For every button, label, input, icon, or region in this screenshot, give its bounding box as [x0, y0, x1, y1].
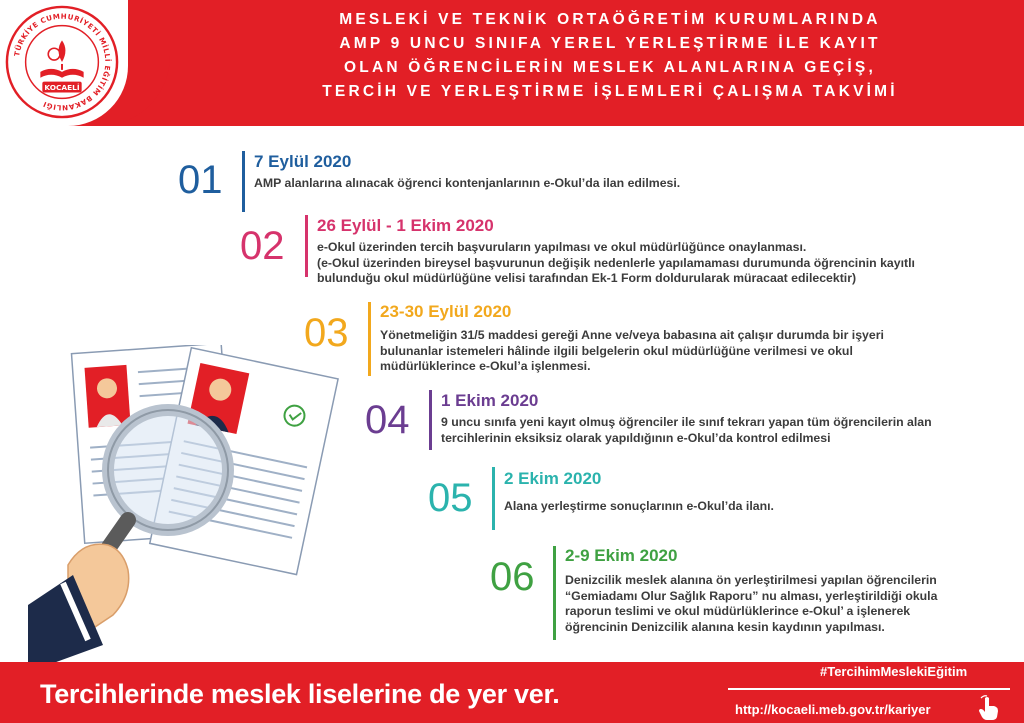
step-divider	[368, 302, 371, 376]
website-link[interactable]: http://kocaeli.meb.gov.tr/kariyer	[735, 702, 931, 717]
step-number: 01	[178, 158, 223, 202]
step-divider	[553, 546, 556, 640]
step-description	[565, 573, 993, 635]
title-line-3: OLAN ÖĞRENCİLERİN MESLEK ALANLARINA GEÇİŞ,	[344, 59, 876, 76]
step-number: 05	[428, 476, 473, 520]
desc-line: 9 uncu sınıfa yeni kayıt olmuş öğrenciler ile sınıf tekrarı yapan tüm öğrencilerin alan	[441, 415, 932, 429]
desc-line: raporun teslimi ve okul müdürlüklerince e-Okul’ a işlenerek	[565, 604, 911, 618]
step-date: 1 Ekim 2020	[441, 391, 539, 410]
step-date: 2 Ekim 2020	[504, 469, 602, 488]
step-number: 03	[304, 311, 349, 355]
desc-line: Denizcilik meslek alanına ön yerleştirilmesi yapılan öğrencilerin	[565, 573, 937, 587]
step-date: 7 Eylül 2020	[254, 152, 352, 171]
step-divider	[305, 215, 308, 277]
header	[0, 0, 1024, 126]
footer-slogan: Tercihlerinde meslek liselerine de yer ver.	[40, 679, 560, 709]
desc-line: öğrencinin Denizcilik alanına kesin kaydının yapılması.	[565, 619, 885, 634]
desc-line: Alana yerleştirme sonuçlarının e-Okul’da ilanı.	[504, 499, 774, 513]
desc-line: Yönetmeliğin 31/5 maddesi gereği Anne ve/veya babasına ait çalışır durumda bir işyeri	[380, 328, 884, 342]
step-date: 23-30 Eylül 2020	[380, 302, 512, 321]
page-title	[200, 8, 1020, 104]
desc-line: “Gemiadamı Olur Sağlık Raporu” nu alması, yerleştirildiği okula	[565, 588, 938, 603]
title-line-1: MESLEKİ VE TEKNİK ORTAÖĞRETİM KURUMLARINDA	[339, 11, 881, 28]
step-description	[254, 176, 814, 192]
magnifier-over-resumes-icon	[28, 345, 348, 665]
seal-ring-text: TÜRKİYE CUMHURİYETİ MİLLİ EĞİTİM BAKANLIĞI	[12, 11, 113, 113]
desc-line: tercihlerinin eksiksiz olarak yapıldığının e-Okul’da kontrol edilmesi	[441, 430, 831, 445]
step-divider	[492, 467, 495, 530]
ministry-seal-icon	[3, 3, 121, 121]
title-line-2: AMP 9 UNCU SINIFA YEREL YERLEŞTİRME İLE KAYIT	[339, 35, 881, 52]
step-description	[441, 415, 993, 446]
desc-line: e-Okul üzerinden tercih başvuruların yapılması ve okul müdürlüğünce onaylanması.	[317, 240, 807, 254]
title-line-4: TERCİH VE YERLEŞTİRME İŞLEMLERİ ÇALIŞMA TAKVİMİ	[322, 83, 898, 100]
step-date: 26 Eylül - 1 Ekim 2020	[317, 216, 494, 235]
step-description	[504, 499, 984, 515]
pointing-hand-icon	[976, 695, 1002, 721]
desc-line: AMP alanlarına alınacak öğrenci kontenjanlarının e-Okul’da ilan edilmesi.	[254, 176, 681, 190]
step-description	[380, 328, 993, 375]
footer-divider	[728, 688, 1010, 690]
step-description	[317, 240, 993, 287]
seal-city-label: KOCAELİ	[44, 83, 80, 93]
desc-line: bulunduğu okul müdürlüğüne velisi tarafından Ek-1 Form doldurularak müracaat edilecektir)	[317, 271, 857, 285]
step-number: 06	[490, 555, 535, 599]
step-number: 02	[240, 224, 285, 268]
step-date: 2-9 Ekim 2020	[565, 546, 678, 565]
step-number: 04	[365, 398, 410, 442]
desc-line: bulunanlar istemeleri hâlinde ilgili belgelerin okul müdürlüğüne verilmesi ve okul	[380, 343, 853, 358]
step-divider	[429, 390, 432, 450]
step-divider	[242, 151, 245, 212]
desc-line: (e-Okul üzerinden bireysel başvurunun değişik nedenlerle yapılamaması durumunda öğrencinin kayıtlı	[317, 255, 915, 270]
footer	[0, 662, 1024, 723]
hashtag: #TercihimMeslekiEğitim	[820, 664, 968, 679]
desc-line: müdürlüklerince e-Okul’a işlenmesi.	[380, 359, 591, 373]
